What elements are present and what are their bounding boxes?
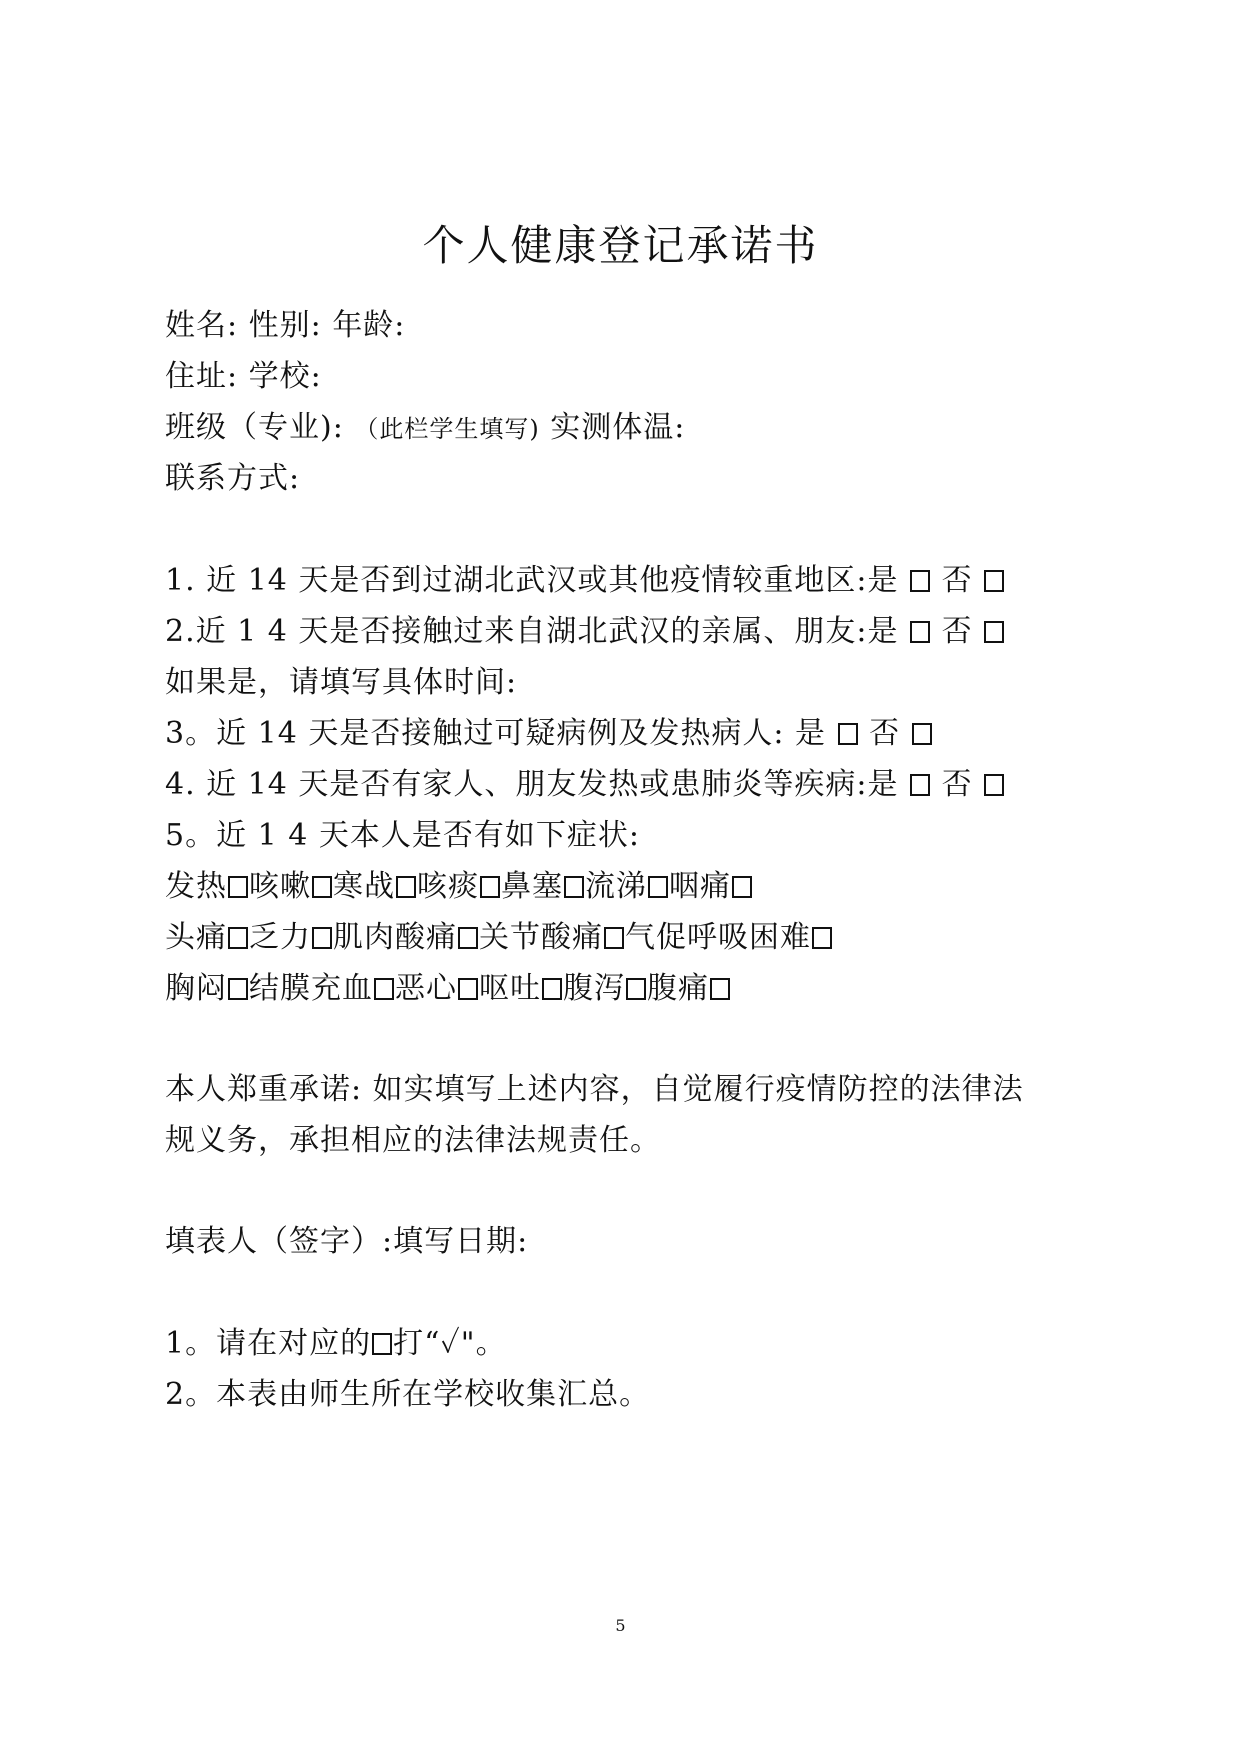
symptom-checkbox[interactable] (604, 927, 624, 949)
question-1-yes-checkbox[interactable] (910, 570, 930, 592)
question-4 (165, 765, 1005, 805)
note-2 (165, 1375, 650, 1415)
question-3 (165, 714, 933, 754)
question-4-no-label: 否 (941, 767, 973, 802)
info-line-contact (165, 459, 300, 499)
question-2-yes-checkbox[interactable] (910, 621, 930, 643)
symptom-checkbox[interactable] (228, 927, 248, 949)
class-note: （此栏学生填写) (354, 415, 540, 443)
pledge-line-1 (165, 1070, 1024, 1110)
signature-line (165, 1222, 528, 1262)
symptoms-row-2 (165, 918, 833, 958)
symptom-label: 乏力 (249, 920, 311, 955)
temperature-label: 实测体温: (550, 410, 686, 445)
address-label: 住址: (165, 359, 239, 394)
note-1-checkbox-icon (372, 1333, 392, 1355)
symptom-checkbox[interactable] (374, 978, 394, 1000)
pledge-text-2: 规义务，承担相应的法律法规责任。 (165, 1123, 661, 1158)
question-3-no-label: 否 (869, 716, 901, 751)
question-3-yes-checkbox[interactable] (838, 723, 858, 745)
symptom-checkbox[interactable] (228, 876, 248, 898)
question-2 (165, 612, 1005, 652)
symptom-checkbox[interactable] (732, 876, 752, 898)
question-3-text: 3。近 14 天是否接触过可疑病例及发热病人: 是 (165, 716, 826, 751)
symptom-checkbox[interactable] (312, 927, 332, 949)
pledge-text-1: 本人郑重承诺: 如实填写上述内容，自觉履行疫情防控的法律法 (165, 1072, 1024, 1107)
symptom-label: 腹泻 (563, 971, 625, 1006)
info-line-address-school (165, 357, 322, 397)
symptom-label: 恶心 (395, 971, 457, 1006)
symptom-checkbox[interactable] (396, 876, 416, 898)
question-5-text: 5。近 1 4 天本人是否有如下症状: (165, 818, 640, 853)
symptom-checkbox[interactable] (626, 978, 646, 1000)
name-label: 姓名: (165, 308, 239, 343)
symptom-label: 腹痛 (647, 971, 709, 1006)
symptom-checkbox[interactable] (648, 876, 668, 898)
question-2-no-checkbox[interactable] (984, 621, 1004, 643)
symptoms-row-3 (165, 969, 731, 1009)
question-1-no-label: 否 (941, 563, 973, 598)
note-1 (165, 1324, 507, 1364)
symptom-checkbox[interactable] (458, 927, 478, 949)
symptom-checkbox[interactable] (710, 978, 730, 1000)
gender-label: 性别: (248, 308, 322, 343)
question-4-no-checkbox[interactable] (984, 774, 1004, 796)
question-3-no-checkbox[interactable] (912, 723, 932, 745)
contact-label: 联系方式: (165, 461, 301, 496)
school-label: 学校: (248, 359, 322, 394)
symptom-checkbox[interactable] (542, 978, 562, 1000)
symptom-label: 寒战 (333, 869, 395, 904)
info-line-name-gender-age (165, 306, 405, 346)
symptom-label: 结膜充血 (249, 971, 373, 1006)
signature-label: 填表人（签字）:填写日期: (165, 1224, 529, 1259)
question-1 (165, 561, 1005, 601)
symptom-checkbox[interactable] (458, 978, 478, 1000)
symptoms-row-1 (165, 867, 753, 907)
symptom-label: 咳痰 (417, 869, 479, 904)
page-number: 5 (615, 1616, 626, 1635)
symptom-label: 头痛 (165, 920, 227, 955)
symptom-checkbox[interactable] (480, 876, 500, 898)
info-line-class-temperature (165, 408, 685, 449)
symptom-checkbox[interactable] (812, 927, 832, 949)
question-4-text: 4. 近 14 天是否有家人、朋友发热或患肺炎等疾病:是 (165, 767, 899, 802)
question-1-text: 1. 近 14 天是否到过湖北武汉或其他疫情较重地区:是 (165, 563, 899, 598)
note-1-text-after: 打“✓"。 (393, 1326, 507, 1361)
question-2-followup-text: 如果是，请填写具体时间: (165, 665, 518, 700)
note-2-text: 2。本表由师生所在学校收集汇总。 (165, 1377, 651, 1412)
symptom-checkbox[interactable] (228, 978, 248, 1000)
question-1-no-checkbox[interactable] (984, 570, 1004, 592)
question-2-no-label: 否 (941, 614, 973, 649)
symptom-label: 流涕 (585, 869, 647, 904)
question-2-followup (165, 663, 517, 703)
age-label: 年龄: (332, 308, 406, 343)
symptom-label: 关节酸痛 (479, 920, 603, 955)
question-4-yes-checkbox[interactable] (910, 774, 930, 796)
question-5 (165, 816, 640, 856)
symptom-label: 咽痛 (669, 869, 731, 904)
symptom-label: 发热 (165, 869, 227, 904)
symptom-label: 胸闷 (165, 971, 227, 1006)
pledge-line-2 (165, 1121, 661, 1161)
symptom-label: 气促呼吸困难 (625, 920, 811, 955)
symptom-checkbox[interactable] (564, 876, 584, 898)
symptom-label: 肌肉酸痛 (333, 920, 457, 955)
symptom-label: 咳嗽 (249, 869, 311, 904)
symptom-label: 鼻塞 (501, 869, 563, 904)
note-1-text-before: 1。请在对应的 (165, 1326, 372, 1361)
document-title: 个人健康登记承诺书 (422, 221, 819, 270)
class-label: 班级（专业): (165, 410, 344, 445)
symptom-label: 呕吐 (479, 971, 541, 1006)
question-2-text: 2.近 1 4 天是否接触过来自湖北武汉的亲属、朋友:是 (165, 614, 899, 649)
symptom-checkbox[interactable] (312, 876, 332, 898)
